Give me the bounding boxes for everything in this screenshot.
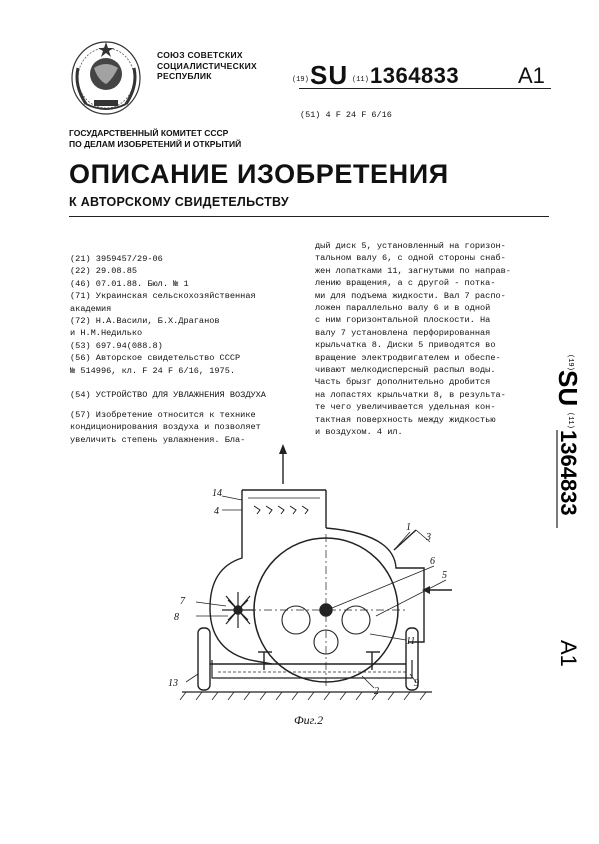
biblio-line: № 514996, кл. F 24 F 6/16, 1975. <box>70 365 236 376</box>
abstract-col-1: (57) Изобретение относится к технике кондиционирования воздуха и позволяет увеличить степень увлажнения. Бла- <box>70 410 261 445</box>
side-patent-number <box>553 350 593 690</box>
label-1: 1 <box>406 522 411 533</box>
label-14: 14 <box>212 488 222 499</box>
label-4: 4 <box>214 506 219 517</box>
abstract-col-2: дый диск 5, установленный на горизон- тальном валу 6, с одной стороны снаб- жен лопатками 11, загнутыми по направ- лению вращения, а с другой - потка- ми для подъема жидкости. Вал 7 распо- ложен параллельно валу 6 и в одной с ним горизонтальной плоскости. На валу 7 установлена перфорированная крыльчатка 8. Диски 5 приводятся во вращение электродвигателем и обеспе- чивают мелкодисперсный распыл воды. Часть брызг дополнительно дробится на лопастях крыльчатки 8, в результа- те чего увеличивается удельная кон- тактная поверхность между жидкостью и воздухом. 4 ил. <box>315 241 511 438</box>
label-8: 8 <box>174 612 179 623</box>
side-country: SU <box>553 370 583 407</box>
title-rule <box>69 216 549 217</box>
ussr-emblem-icon <box>68 38 144 118</box>
committee-name: ГОСУДАРСТВЕННЫЙ КОМИТЕТ СССР ПО ДЕЛАМ ИЗОБРЕТЕНИЙ И ОТКРЫТИЙ <box>69 128 242 149</box>
biblio-line: (22) 29.08.85 <box>70 266 138 277</box>
biblio-line: (72) Н.А.Васили, Б.Х.Драганов <box>70 316 220 327</box>
header-rule <box>299 88 551 89</box>
biblio-line: (71) Украинская сельскохозяйственная <box>70 291 256 302</box>
invention-title: (54) УСТРОЙСТВО ДЛЯ УВЛАЖНЕНИЯ ВОЗДУХА <box>70 390 266 401</box>
biblio-line: (46) 07.01.88. Бюл. № 1 <box>70 278 189 289</box>
patent-number: 1364833 <box>370 63 460 88</box>
biblio-line: (53) 697.94(088.8) <box>70 340 163 351</box>
document-subtitle: К АВТОРСКОМУ СВИДЕТЕЛЬСТВУ <box>69 195 289 209</box>
side-code-11: (11) <box>566 412 574 429</box>
union-name: СОЮЗ СОВЕТСКИХ СОЦИАЛИСТИЧЕСКИХ РЕСПУБЛИК <box>157 50 257 81</box>
biblio-line: (21) 3959457/29-06 <box>70 254 163 264</box>
figure-caption: Фиг.2 <box>294 713 324 727</box>
bibliographic-data <box>70 253 305 401</box>
side-number: 1364833 <box>556 430 581 516</box>
side-kind: A1 <box>556 640 581 667</box>
code-19: (19) <box>292 76 309 84</box>
label-13: 13 <box>168 678 178 689</box>
country-code: SU <box>310 60 349 90</box>
biblio-line: и Н.М.Недилько <box>70 328 143 339</box>
patent-id-line <box>292 60 552 88</box>
label-5: 5 <box>442 570 447 581</box>
label-7: 7 <box>180 596 185 607</box>
label-11: 11 <box>406 636 416 647</box>
label-2: 2 <box>374 686 379 697</box>
biblio-line: академия <box>70 303 112 314</box>
document-title: ОПИСАНИЕ ИЗОБРЕТЕНИЯ <box>69 159 449 189</box>
biblio-line: (56) Авторское свидетельство СССР <box>70 353 241 364</box>
side-code-19: (19) <box>566 354 574 371</box>
patent-kind: A1 <box>518 63 545 88</box>
label-3: 3 <box>426 532 431 543</box>
label-6: 6 <box>430 556 435 567</box>
label-9: 9 <box>414 678 419 689</box>
code-11: (11) <box>352 76 369 84</box>
ipc-classification: (51) 4 F 24 F 6/16 <box>300 110 392 120</box>
technical-drawing <box>162 438 447 738</box>
